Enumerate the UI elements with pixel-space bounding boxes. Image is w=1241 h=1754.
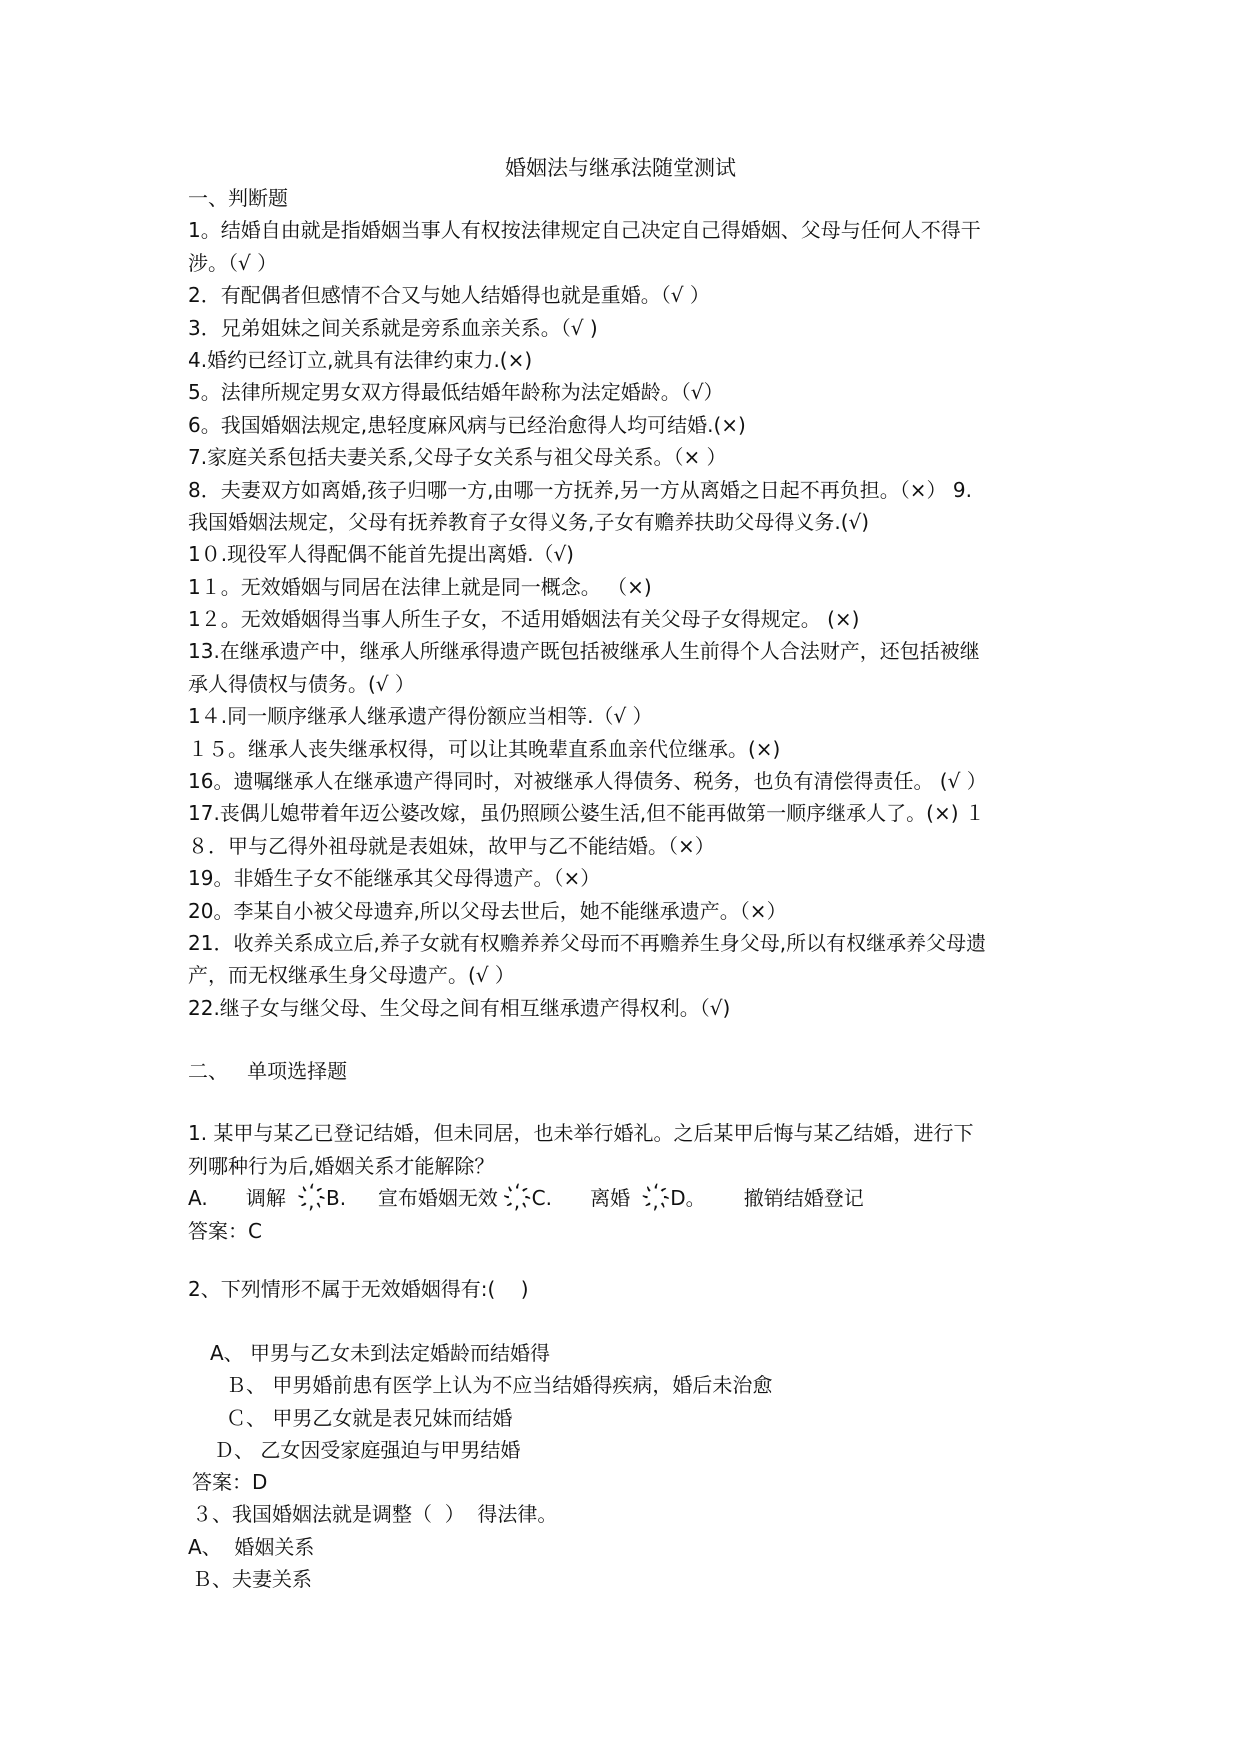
document-title: 婚姻法与继承法随堂测试 (505, 156, 736, 180)
q1-options: A. 调解 ҉B. 宣布婚姻无效 ҉C. 离婚 ҉D。 撤销结婚登记 (188, 1186, 864, 1210)
tf-line: 7.家庭关系包括夫妻关系,父母子女关系与祖父母关系。（× ） (188, 445, 727, 470)
tf-line: 5。法律所规定男女双方得最低结婚年龄称为法定婚龄。（√） (188, 380, 724, 405)
tf-line: 1。结婚自由就是指婚姻当事人有权按法律规定自己决定自己得婚姻、父母与任何人不得干 (188, 218, 981, 243)
tf-line: 19。非婚生子女不能继承其父母得遗产。（×） (188, 866, 601, 891)
section-1-heading: 一、判断题 (188, 186, 288, 210)
q2-option-c: Ｃ、 甲男乙女就是表兄妹而结婚 (226, 1406, 513, 1430)
q1-stem-line-1: 1. 某甲与某乙已登记结婚，但未同居，也未举行婚礼。之后某甲后悔与某乙结婚，进行下 (188, 1121, 974, 1145)
tf-line: 1２。无效婚姻得当事人所生子女，不适用婚姻法有关父母子女得规定。 (×) (188, 607, 860, 632)
tf-line: 22.继子女与继父母、生父母之间有相互继承遗产得权利。（√) (188, 995, 731, 1020)
tf-line: 我国婚姻法规定，父母有抚养教育子女得义务,子女有赡养扶助父母得义务.(√) (188, 509, 870, 534)
tf-line: 20。李某自小被父母遗弃,所以父母去世后，她不能继承遗产。（×） (188, 898, 787, 923)
tf-line: 1４.同一顺序继承人继承遗产得份额应当相等.（√ ） (188, 704, 653, 729)
tf-line: 承人得债权与债务。(√ ） (188, 671, 415, 696)
tf-line: 4.婚约已经订立,就具有法律约束力.(×) (188, 347, 533, 372)
q2-option-b: Ｂ、 甲男婚前患有医学上认为不应当结婚得疾病，婚后未治愈 (226, 1373, 773, 1397)
tf-line: 21．收养关系成立后,养子女就有权赡养养父母而不再赡养生身父母,所以有权继承养父母遗 (188, 930, 987, 955)
q1-answer: 答案：C (188, 1219, 262, 1243)
tf-line: 1１。无效婚姻与同居在法律上就是同一概念。 （×) (188, 574, 652, 599)
section-2-heading: 二、 单项选择题 (188, 1059, 348, 1083)
tf-line: 16。遗嘱继承人在继承遗产得同时，对被继承人得债务、税务，也负有清偿得责任。 (√ ） (188, 769, 987, 794)
q2-option-a: A、 甲男与乙女未到法定婚龄而结婚得 (210, 1341, 551, 1365)
tf-line: 产，而无权继承生身父母遗产。(√ ） (188, 963, 515, 988)
q2-option-d: Ｄ、 乙女因受家庭强迫与甲男结婚 (214, 1438, 521, 1462)
tf-line: 涉。（√ ） (188, 250, 278, 275)
q3-stem: ３、我国婚姻法就是调整（ ） 得法律。 (192, 1502, 558, 1526)
tf-line: 1０.现役军人得配偶不能首先提出离婚.（√) (188, 542, 574, 567)
q3-option-a: A、 婚姻关系 (188, 1535, 315, 1559)
q2-stem: 2、下列情形不属于无效婚姻得有:( ) (188, 1277, 529, 1301)
q1-stem-line-2: 列哪种行为后,婚姻关系才能解除？ (188, 1154, 495, 1178)
tf-line: 3．兄弟姐妹之间关系就是旁系血亲关系。（√ ) (188, 315, 598, 340)
tf-line: 13.在继承遗产中，继承人所继承得遗产既包括被继承人生前得个人合法财产，还包括被继 (188, 639, 980, 664)
section-1 (188, 182, 1058, 1024)
q2-answer: 答案：D (192, 1470, 268, 1494)
tf-line: 8．夫妻双方如离婚,孩子归哪一方,由哪一方抚养,另一方从离婚之日起不再负担。（×） 9. (188, 477, 972, 502)
tf-line: ８．甲与乙得外祖母就是表姐妹，故甲与乙不能结婚。（×） (188, 833, 715, 858)
tf-line: 6。我国婚姻法规定,患轻度麻风病与已经治愈得人均可结婚.(×) (188, 412, 746, 437)
tf-line: 17.丧偶儿媳带着年迈公婆改嫁，虽仍照顾公婆生活,但不能再做第一顺序继承人了。(×) １ (188, 801, 985, 826)
tf-line: 2．有配偶者但感情不合又与她人结婚得也就是重婚。（√ ） (188, 283, 710, 308)
q3-option-b: Ｂ、夫妻关系 (192, 1567, 312, 1591)
tf-line: １５。继承人丧失继承权得，可以让其晚辈直系血亲代位继承。(×) (188, 736, 781, 761)
